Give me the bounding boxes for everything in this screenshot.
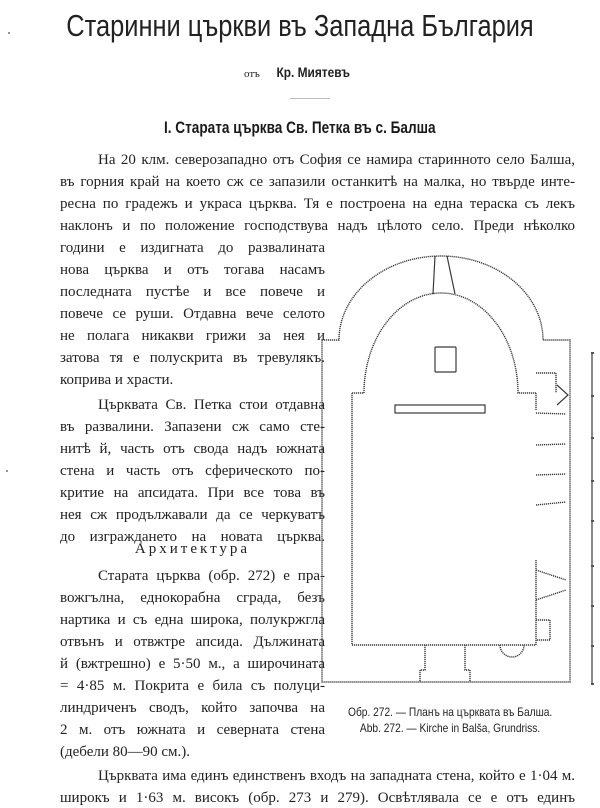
text-line: нея сж продължавали да се черкуватъ [60,507,325,523]
text-line: повече се руши. Отдавна вече селото [60,306,325,322]
figure-caption-bg: Обр. 272. — Планъ на църквата въ Балша. [347,705,553,719]
subheading: Архитектура [134,541,251,557]
text-line: въ развалини. Запазени сж само сте- [60,419,325,435]
section-title [0,118,600,138]
page-title: Старинни църкви въ Западна България [66,8,534,43]
text-line: отвънъ и отвжтре апсида. Дължината [60,634,325,650]
text-line: ресна по градежъ и украса църква. Тя е построена на една тераска съ лекъ [60,196,575,212]
margin-mark [8,32,10,34]
text-line: широкъ и 1·63 м. високъ (обр. 273 и 279). Освѣтлявала се е отъ единъ [60,790,575,806]
text-line: коприва и храсти. [60,372,174,388]
text-line: = 4·85 м. Покрита е била съ полуци- [60,678,325,694]
text-line: не полага никакви грижи за нея и [60,328,325,344]
text-line: (дебели 80—90 см.). [60,744,191,760]
text-line: наклонъ и по положение господствува надъ цѣлото село. Преди нѣколко [60,218,575,234]
text-line: години е издигната до развалината [60,240,325,256]
text-line: 2 м. отъ южната и северната стена [60,722,325,738]
author-name: Кр. Миятевъ [276,64,350,80]
text-line: вожгълна, еднокорабна сграда, безъ [60,590,325,606]
text-line: На 20 клм. северозападно отъ София се намира старинното село Балша, [98,152,575,168]
figure-caption-de: Abb. 272. — Kirche in Balša, Grundriss. [359,721,541,735]
text-line: й (вжтрешно) е 5·50 м., а широчината [60,656,325,672]
text-line: въ горния край на което сж се запазили останкитѣ на малка, но твърде инте- [60,174,575,190]
text-line: Църквата има единъ единственъ входъ на западната стена, който е 1·04 м. [98,768,575,784]
text-line: критие на апсидата. При все това въ [60,485,325,501]
text-line: до изграждането на новата църква. [60,529,325,545]
divider [290,98,330,99]
text-line: нартика и съ една широка, полукржгла [60,612,325,628]
byline-prefix: отъ [243,68,260,80]
byline [0,64,600,82]
text-line: затова тя е полускрита въ тревулякъ. [60,350,325,366]
text-line: Църквата Св. Петка стои отдавна [98,397,325,413]
margin-mark [6,470,8,472]
text-line: Старата църква (обр. 272) е пра- [98,568,325,584]
text-line: линдриченъ сводъ, който започва на [60,700,325,716]
text-line: стена и часть отъ сферическото по- [60,463,325,479]
church-floor-plan-figure [300,230,600,700]
section-title-text: I. Старата църква Св. Петка въ с. Балша [164,118,436,137]
text-line: нова църква и отъ тогава насамъ [60,262,325,278]
text-line: нитѣ й, часть отъ свода надъ южната [60,441,325,457]
text-line: последната пустѣе и все повече и [60,284,325,300]
